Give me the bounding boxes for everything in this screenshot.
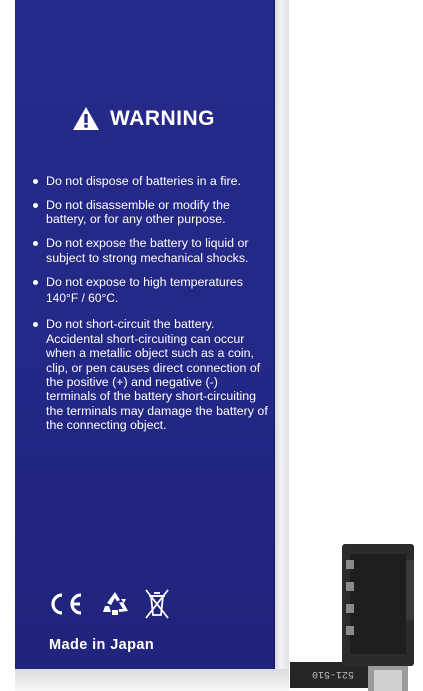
crossed-bin-icon	[144, 588, 170, 620]
made-in-text: Made in Japan	[49, 637, 155, 653]
warning-item: Do not short-circuit the battery. Accidental short-circuiting can occur when a metallic object such as a coin, clip, or pen causes direct connection of the positive (+) and negative (-) terminals of the battery short-circuiting the terminals may damage the battery of the connecting object.	[30, 317, 268, 432]
connector-marking: 521-510	[311, 668, 354, 679]
warning-item: Do not dispose of batteries in a fire.	[30, 174, 268, 188]
warning-heading	[72, 106, 215, 131]
warning-title: WARNING	[110, 106, 215, 130]
ce-mark-icon	[46, 592, 86, 616]
warning-item: Do not disassemble or modify the battery, or for any other purpose.	[30, 198, 268, 227]
warning-item: Do not expose to high temperatures 140°F / 60°C.	[30, 275, 268, 306]
recycle-icon	[100, 590, 130, 618]
warning-item: Do not expose the battery to liquid or subject to strong mechanical shocks.	[30, 236, 268, 265]
warning-list	[30, 174, 268, 442]
temperature-limit: 140°F / 60°C.	[46, 290, 119, 305]
battery-bottom-edge	[15, 669, 289, 691]
certification-marks	[46, 588, 170, 620]
flex-connector	[286, 540, 423, 691]
warning-triangle-icon	[72, 106, 100, 131]
